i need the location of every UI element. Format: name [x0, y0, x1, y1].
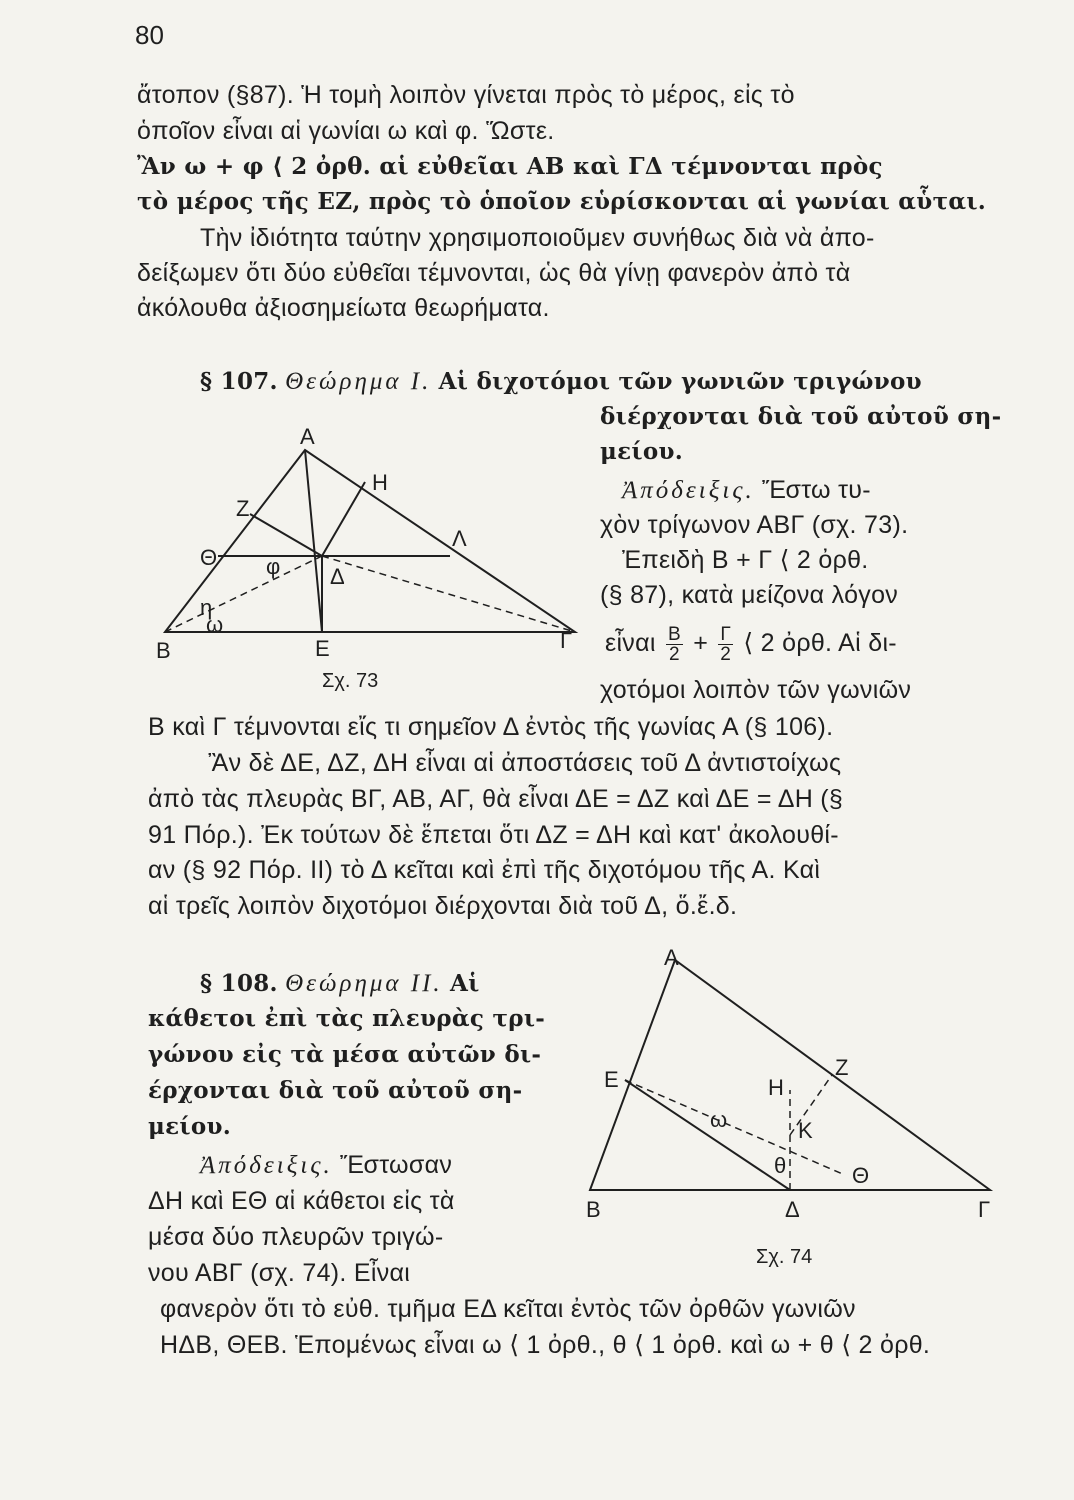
- triangle-abg: [590, 960, 990, 1190]
- label-h: Η: [768, 1075, 784, 1100]
- section-number: § 108.: [200, 970, 278, 997]
- label-omega: ω: [710, 1107, 728, 1132]
- proof-line: νου ΑΒΓ (σχ. 74). Εἶναι: [148, 1259, 411, 1287]
- theorem-label: Θεώρημα ΙΙ.: [285, 970, 443, 997]
- figure-74-caption: Σχ. 74: [756, 1246, 813, 1268]
- proof-line: Ἐπειδὴ Β + Γ ⟨ 2 ὀρθ.: [622, 546, 869, 574]
- section-107-heading: [200, 366, 922, 397]
- text-line: ἀπὸ τὰς πλευρὰς ΒΓ, ΑΒ, ΑΓ, θὰ εἶναι ΔΕ = ΔΖ καὶ ΔΕ = ΔΗ (§: [148, 785, 844, 813]
- proof-line: Ἀπόδειξις. Ἔστωσαν: [200, 1151, 453, 1179]
- proof-line: χὸν τρίγωνον ΑΒΓ (σχ. 73).: [600, 511, 909, 539]
- label-e: Ε: [315, 636, 330, 661]
- page-number: 80: [135, 20, 164, 50]
- equation-line: εἶναι $\frac{B}{2}$ + $\frac{\Gamma}{2}$ ⟨ 2 ὀρθ. Αἱ δι-: [605, 624, 897, 665]
- proof-line: χοτόμοι λοιπὸν τῶν γωνιῶν: [600, 676, 912, 704]
- theorem-title: Αἱ διχοτόμοι τῶν γωνιῶν τριγώνου: [438, 368, 922, 395]
- theorem-title: έρχονται διὰ τοῦ αὐτοῦ ση-: [148, 1077, 523, 1104]
- text-line-bold: τὸ μέρος τῆς ΕΖ, πρὸς τὸ ὁποῖον εὑρίσκονται αἱ γωνίαι αὗται.: [137, 188, 987, 215]
- label-h: Η: [372, 470, 388, 495]
- figure-73-caption: Σχ. 73: [322, 670, 379, 692]
- label-eta: η: [200, 595, 213, 620]
- theorem-title: γώνου εἰς τὰ μέσα αὐτῶν δι-: [148, 1041, 542, 1068]
- figure-73: [150, 420, 590, 663]
- proof-line: (§ 87), κατὰ μείζονα λόγον: [600, 581, 899, 609]
- section-number: § 107.: [200, 368, 278, 395]
- label-k: Κ: [798, 1118, 813, 1143]
- text-line: φανερὸν ὅτι τὸ εὐθ. τμῆμα ΕΔ κεῖται ἐντὸς τῶν ὀρθῶν γωνιῶν: [160, 1295, 856, 1323]
- label-d: Δ: [785, 1197, 800, 1222]
- perpendicular-dh: [322, 482, 365, 556]
- text-line: 91 Πόρ.). Ἐκ τούτων δὲ ἕπεται ὅτι ΔΖ = ΔΗ καὶ κατ' ἀκολουθί-: [148, 821, 839, 849]
- text-line: ὁποῖον εἶναι αἱ γωνίαι ω καὶ φ. Ὥστε.: [137, 117, 555, 145]
- text-line: δείξωμεν ὅτι δύο εὐθεῖαι τέμνονται, ὡς θὰ γίνῃ φανερὸν ἀπὸ τὰ: [137, 259, 851, 287]
- text-line: ἀκόλουθα ἀξιοσημείωτα θεωρήματα.: [137, 294, 550, 322]
- segment-ed: [625, 1080, 790, 1190]
- theorem-title: διέρχονται διὰ τοῦ αὐτοῦ ση-: [600, 403, 1002, 430]
- text-line: Β καὶ Γ τέμνονται εἴς τι σημεῖον Δ ἐντὸς τῆς γωνίας Α (§ 106).: [148, 713, 834, 741]
- label-l: Λ: [452, 526, 467, 551]
- text-line: ἄτοπον (§87). Ἡ τομὴ λοιπὸν γίνεται πρὸς τὸ μέρος, εἰς τὸ: [137, 81, 795, 109]
- label-g: Γ: [560, 628, 573, 653]
- theorem-title: μείου.: [600, 438, 684, 465]
- label-d: Δ: [330, 564, 345, 589]
- label-g: Γ: [978, 1197, 991, 1222]
- proof-line: Ἀπόδειξις. Ἔστω τυ-: [622, 476, 871, 504]
- label-theta-lower: θ: [774, 1153, 787, 1178]
- label-a: Α: [664, 945, 679, 970]
- proof-label: Ἀπόδειξις.: [622, 477, 755, 504]
- label-a: Α: [300, 424, 315, 449]
- text-line: Ἂν δὲ ΔΕ, ΔΖ, ΔΗ εἶναι αἱ ἀποστάσεις τοῦ Δ ἀντιστοίχως: [208, 749, 842, 777]
- proof-line: ΔΗ καὶ ΕΘ αἱ κάθετοι εἰς τὰ: [148, 1187, 455, 1215]
- text-line: ΗΔΒ, ΘΕΒ. Ἑπομένως εἶναι ω ⟨ 1 ὀρθ., θ ⟨ 1 ὀρθ. καὶ ω + θ ⟨ 2 ὀρθ.: [160, 1331, 931, 1359]
- bisector-b: [165, 556, 322, 632]
- fraction-b-half: $\frac{B}{2}$: [667, 624, 681, 665]
- label-omega: ω: [206, 612, 224, 637]
- label-theta: Θ: [200, 545, 218, 570]
- text-line-bold: Ἂν ω + φ ⟨ 2 ὀρθ. αἱ εὐθεῖαι ΑΒ καὶ ΓΔ τέμνονται πρὸς: [137, 153, 883, 180]
- text-line: αν (§ 92 Πόρ. ΙΙ) τὸ Δ κεῖται καὶ ἐπὶ τῆς διχοτόμου τῆς Α. Καὶ: [148, 856, 821, 884]
- bisector-g: [322, 556, 575, 632]
- label-z: Ζ: [835, 1055, 849, 1080]
- figure-74: [580, 945, 1000, 1222]
- theorem-title: μείου.: [148, 1113, 232, 1140]
- section-108-heading: [200, 968, 480, 999]
- triangle-abg: [165, 450, 575, 632]
- label-theta-upper: Θ: [852, 1163, 870, 1188]
- theorem-title: Αἱ: [449, 970, 480, 997]
- fraction-g-half: $\frac{\Gamma}{2}$: [720, 624, 732, 665]
- label-b: Β: [586, 1197, 601, 1222]
- proof-line: μέσα δύο πλευρῶν τριγώ-: [148, 1223, 444, 1251]
- label-e: Ε: [604, 1067, 619, 1092]
- proof-label: Ἀπόδειξις.: [200, 1152, 333, 1179]
- theorem-label: Θεώρημα Ι.: [285, 368, 432, 395]
- theorem-title: κάθετοι ἐπὶ τὰς πλευρὰς τρι-: [148, 1005, 546, 1032]
- text-line: Τὴν ἰδιότητα ταύτην χρησιμοποιοῦμεν συνήθως διὰ νὰ ἀπο-: [200, 224, 875, 252]
- bisector-a: [305, 450, 322, 632]
- label-phi: φ: [266, 554, 281, 579]
- text-line: αἱ τρεῖς λοιπὸν διχοτόμοι διέρχονται διὰ τοῦ Δ, ὅ.ἔ.δ.: [148, 892, 738, 920]
- label-b: Β: [156, 638, 171, 663]
- label-z: Ζ: [236, 496, 250, 521]
